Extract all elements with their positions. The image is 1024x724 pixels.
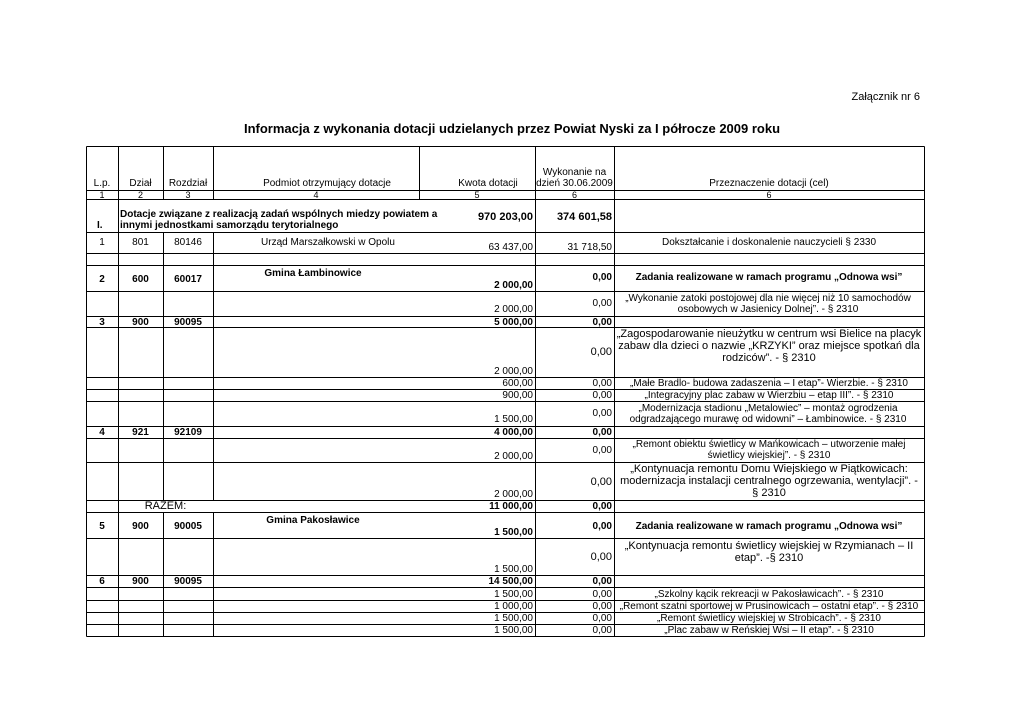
row6c-kwota: 1 500,00 [494,613,533,624]
row1-podmiot: Urząd Marszałkowski w Opolu [261,237,395,248]
col-number: 2 [137,190,143,200]
row4b-wykonanie: 0,00 [590,476,612,488]
row6d-wykonanie: 0,00 [592,625,612,636]
row5a-wykonanie: 0,00 [590,551,612,563]
section-kwota: 970 203,00 [477,211,533,223]
row6d-kwota: 1 500,00 [494,625,533,636]
col-number: 3 [185,190,191,200]
row4-rozdzial: 92109 [174,427,202,438]
row3d-kwota: 1 500,00 [494,414,533,425]
row6c-wykonanie: 0,00 [592,613,612,624]
row3c-wykonanie: 0,00 [592,390,612,401]
section-wykonanie: 374 601,58 [556,211,612,223]
row3-lp: 3 [99,317,105,328]
header-rozdzial: Rozdział [168,178,208,189]
row3b-wykonanie: 0,00 [592,378,612,389]
row3a-cel: „Zagospodarowanie nieużytku w centrum wsi Bielice na placyk zabaw dla dzieci o nazwie „KRZYKI” oraz miejsce spotkań dla rodziców”. - § 2310 [616,328,922,364]
row6a-cel: „Szkolny kącik rekreacji w Pakosławicach”. - § 2310 [654,589,884,600]
row1-wykonanie: 31 718,50 [567,242,612,253]
row3d-wykonanie: 0,00 [592,408,612,419]
row3-kwota: 5 000,00 [494,317,533,328]
row3c-kwota: 900,00 [502,390,533,401]
header-cel: Przeznaczenie dotacji (cel) [709,178,829,189]
row2-cel: Zadania realizowane w ramach programu „Odnowa wsi” [635,272,903,283]
row3d-cel: „Modernizacja stadionu „Metalowiec” – montaż ogrodzenia odgradzającego murawę od widowni” – Łambinowice. - § 2310 [629,403,907,425]
row5-rozdzial: 90005 [174,521,202,532]
row1-kwota: 63 437,00 [488,242,533,253]
row4-kwota: 4 000,00 [494,427,533,438]
header-podmiot: Podmiot otrzymujący dotacje [263,178,391,189]
row4a-cel: „Remont obiektu świetlicy w Mańkowicach – utworzenie małej świetlicy wiejskiej”. - § 2310 [632,439,906,461]
row1-lp: 1 [99,237,105,248]
row5-lp: 5 [99,521,105,532]
row1-cel: Dokształcanie i doskonalenie nauczycieli § 2330 [661,237,877,248]
row4b-cel: „Kontynuacja remontu Domu Wiejskiego w Piątkowicach: modernizacja instalacji centralnego ogrzewania, wentylacji”. - § 2310 [620,463,918,499]
row6-rozdzial: 90095 [174,576,202,587]
row3a-kwota: 2 000,00 [494,366,533,377]
row3-dzial: 900 [132,317,149,328]
col-number: 4 [313,190,319,200]
row6b-wykonanie: 0,00 [592,601,612,612]
header-dzial: Dział [129,178,152,189]
row4-lp: 4 [99,427,105,438]
row5-podmiot: Gmina Pakosławice [266,515,360,526]
row2a-wykonanie: 0,00 [592,298,612,309]
annex-label: Załącznik nr 6 [851,91,920,103]
row3b-kwota: 600,00 [502,378,533,389]
row6b-kwota: 1 000,00 [494,601,533,612]
row3-rozdzial: 90095 [174,317,202,328]
row6a-wykonanie: 0,00 [592,589,612,600]
row6c-cel: „Remont świetlicy wiejskiej w Strobicach”. - § 2310 [657,613,881,624]
row2-kwota: 2 000,00 [494,280,533,291]
col-number: 5 [474,190,480,200]
row1-rozdzial: 80146 [174,237,202,248]
section-text: Dotacje związane z realizacją zadań wspólnych miedzy powiatem a innymi jednostkami samorządu terytorialnego [120,209,438,231]
col-number: 6 [571,190,577,200]
row5-kwota: 1 500,00 [494,527,533,538]
col-number: 6 [766,190,772,200]
row3a-wykonanie: 0,00 [590,346,612,358]
row4-wykonanie: 0,00 [592,427,612,438]
row4a-kwota: 2 000,00 [494,451,533,462]
row2a-cel: „Wykonanie zatoki postojowej dla nie więcej niż 10 samochodów osobowych w Jasienicy Dolnej”. - § 2310 [625,293,911,315]
row6d-cel: „Plac zabaw w Reńskiej Wsi – II etap”. - § 2310 [664,625,874,636]
page-title: Informacja z wykonania dotacji udzielanych przez Powiat Nyski za I półrocze 2009 roku [243,121,781,136]
header-kwota: Kwota dotacji [458,178,518,189]
row2-wykonanie: 0,00 [592,272,612,283]
row5-dzial: 900 [132,521,149,532]
header-wykonanie: Wykonanie na dzień 30.06.2009 [536,167,613,189]
razem-label: RAZEM: [144,500,187,512]
row6-dzial: 900 [132,576,149,587]
section-number: I. [97,220,103,231]
row2-lp: 2 [99,274,105,285]
razem-kwota: 11 000,00 [489,501,533,512]
row6-kwota: 14 500,00 [488,576,533,587]
row5-wykonanie: 0,00 [592,521,612,532]
row3b-cel: „Małe Bradlo- budowa zadaszenia – I etap”- Wierzbie. - § 2310 [630,378,908,389]
row6-wykonanie: 0,00 [592,576,612,587]
row5-cel: Zadania realizowane w ramach programu „Odnowa wsi” [635,521,903,532]
row2-dzial: 600 [132,274,149,285]
row6-lp: 6 [99,576,105,587]
row3c-cel: „Integracyjny plac zabaw w Wierzbiu – etap III”. - § 2310 [644,390,894,401]
row4-dzial: 921 [132,427,149,438]
row4a-wykonanie: 0,00 [592,445,612,456]
col-number: 1 [99,190,105,200]
row4b-kwota: 2 000,00 [494,489,533,500]
row6b-cel: „Remont szatni sportowej w Prusinowicach – ostatni etap”. - § 2310 [619,601,919,612]
razem-wykonanie: 0,00 [592,501,612,512]
row2-rozdzial: 60017 [174,274,202,285]
row5a-kwota: 1 500,00 [494,564,533,575]
row2-podmiot: Gmina Łambinowice [264,268,362,279]
row2a-kwota: 2 000,00 [494,304,533,315]
row1-dzial: 801 [132,237,149,248]
row6a-kwota: 1 500,00 [494,589,533,600]
row5a-cel: „Kontynuacja remontu świetlicy wiejskiej w Rzymianach – II etap”. -§ 2310 [624,540,914,564]
row3-wykonanie: 0,00 [592,317,612,328]
header-lp: L.p. [93,178,111,189]
